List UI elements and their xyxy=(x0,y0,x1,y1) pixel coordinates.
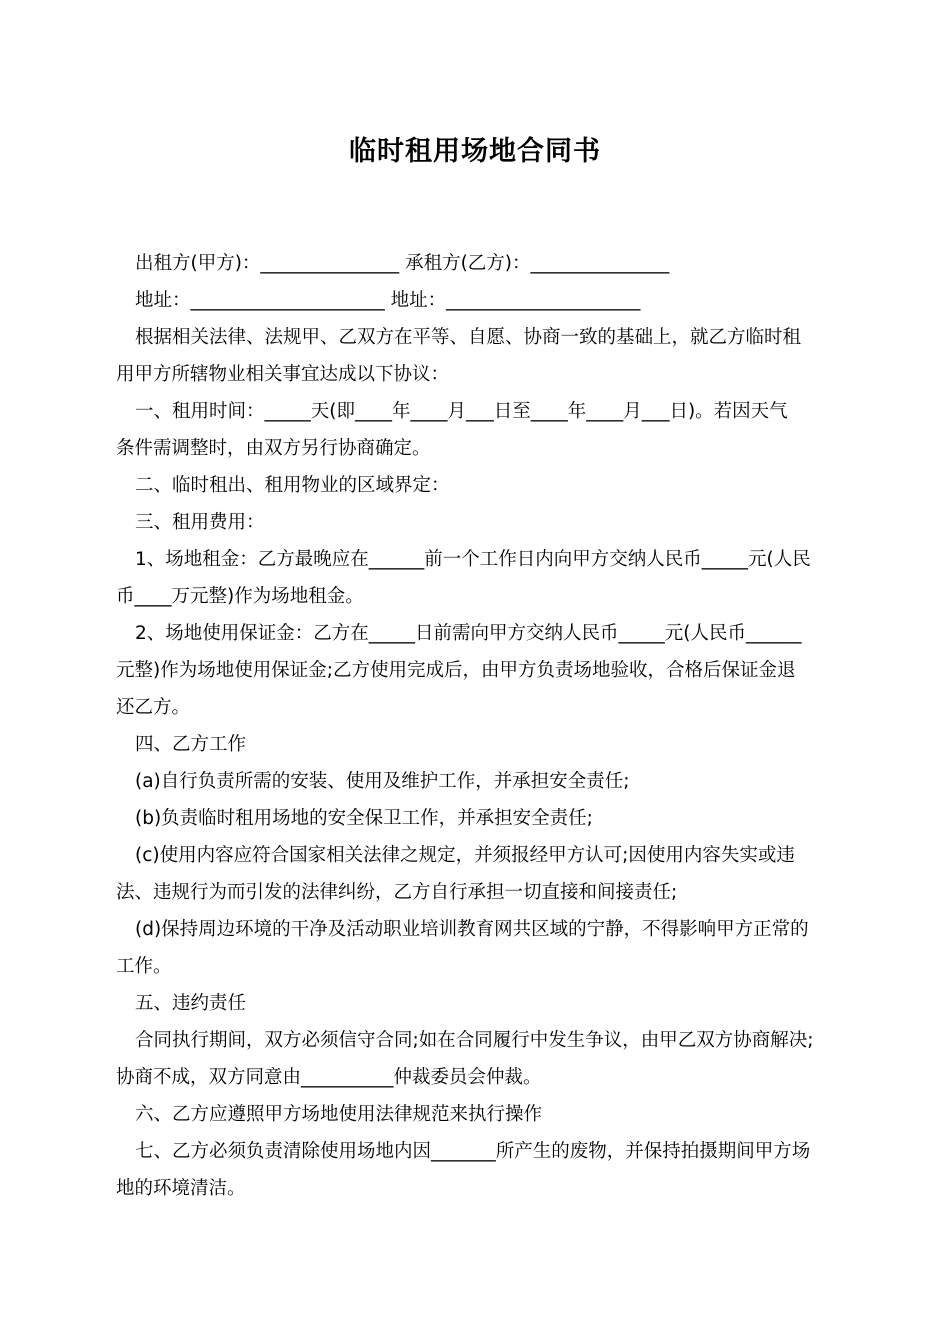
document-title: 临时租用场地合同书 xyxy=(349,136,601,167)
clause-line: 五、违约责任 xyxy=(135,993,247,1014)
preamble-line: 根据相关法律、法规甲、乙双方在平等、自愿、协商一致的基础上，就乙方临时租 xyxy=(135,327,802,348)
clause-line: 协商不成，双方同意由__________仲裁委员会仲裁。 xyxy=(116,1067,542,1088)
clause-line: 三、租用费用： xyxy=(135,512,265,533)
clause-line: 合同执行期间，双方必须信守合同;如在合同履行中发生争议，由甲乙双方协商解决; xyxy=(135,1030,814,1051)
address-line: 地址：_____________________ 地址：_____________________ xyxy=(135,290,641,311)
clause-line: (d)保持周边环境的干净及活动职业培训教育网共区域的宁静，不得影响甲方正常的 xyxy=(135,919,809,940)
clause-line: 条件需调整时，由双方另行协商确定。 xyxy=(116,438,431,459)
clause-line: 四、乙方工作 xyxy=(135,734,247,755)
clause-line: 元整)作为场地使用保证金;乙方使用完成后，由甲方负责场地验收，合格后保证金退 xyxy=(116,660,796,681)
contract-body xyxy=(116,245,834,1207)
party-line: 出租方(甲方)：_______________ 承租方(乙方)：_______________ xyxy=(135,253,670,274)
clause-line: 二、临时租出、租用物业的区域界定： xyxy=(135,475,450,496)
clause-line: 地的环境清洁。 xyxy=(116,1178,246,1199)
clause-line: 一、租用时间：_____天(即____年____月___日至____年____月___日)。若因天气 xyxy=(135,401,788,422)
clause-line: 六、乙方应遵照甲方场地使用法律规范来执行操作 xyxy=(135,1104,543,1125)
clause-line: (c)使用内容应符合国家相关法律之规定，并须报经甲方认可;因使用内容失实或违 xyxy=(135,845,795,866)
clause-line: 还乙方。 xyxy=(116,697,191,718)
clause-line: 法、违规行为而引发的法律纠纷，乙方自行承担一切直接和间接责任; xyxy=(116,882,678,903)
clause-line: 币____万元整)作为场地租金。 xyxy=(116,586,364,607)
clause-line: 工作。 xyxy=(116,956,172,977)
clause-line: 七、乙方必须负责清除使用场地内因_______所产生的废物，并保持拍摄期间甲方场 xyxy=(135,1141,811,1162)
clause-line: 1、场地租金：乙方最晚应在______前一个工作日内向甲方交纳人民币_____元(人民 xyxy=(135,549,811,570)
clause-line: (a)自行负责所需的安装、使用及维护工作，并承担安全责任; xyxy=(135,771,630,792)
clause-line: 2、场地使用保证金：乙方在_____日前需向甲方交纳人民币_____元(人民币______ xyxy=(135,623,802,644)
clause-line: (b)负责临时租用场地的安全保卫工作，并承担安全责任; xyxy=(135,808,593,829)
preamble-line: 用甲方所辖物业相关事宜达成以下协议： xyxy=(116,364,450,385)
